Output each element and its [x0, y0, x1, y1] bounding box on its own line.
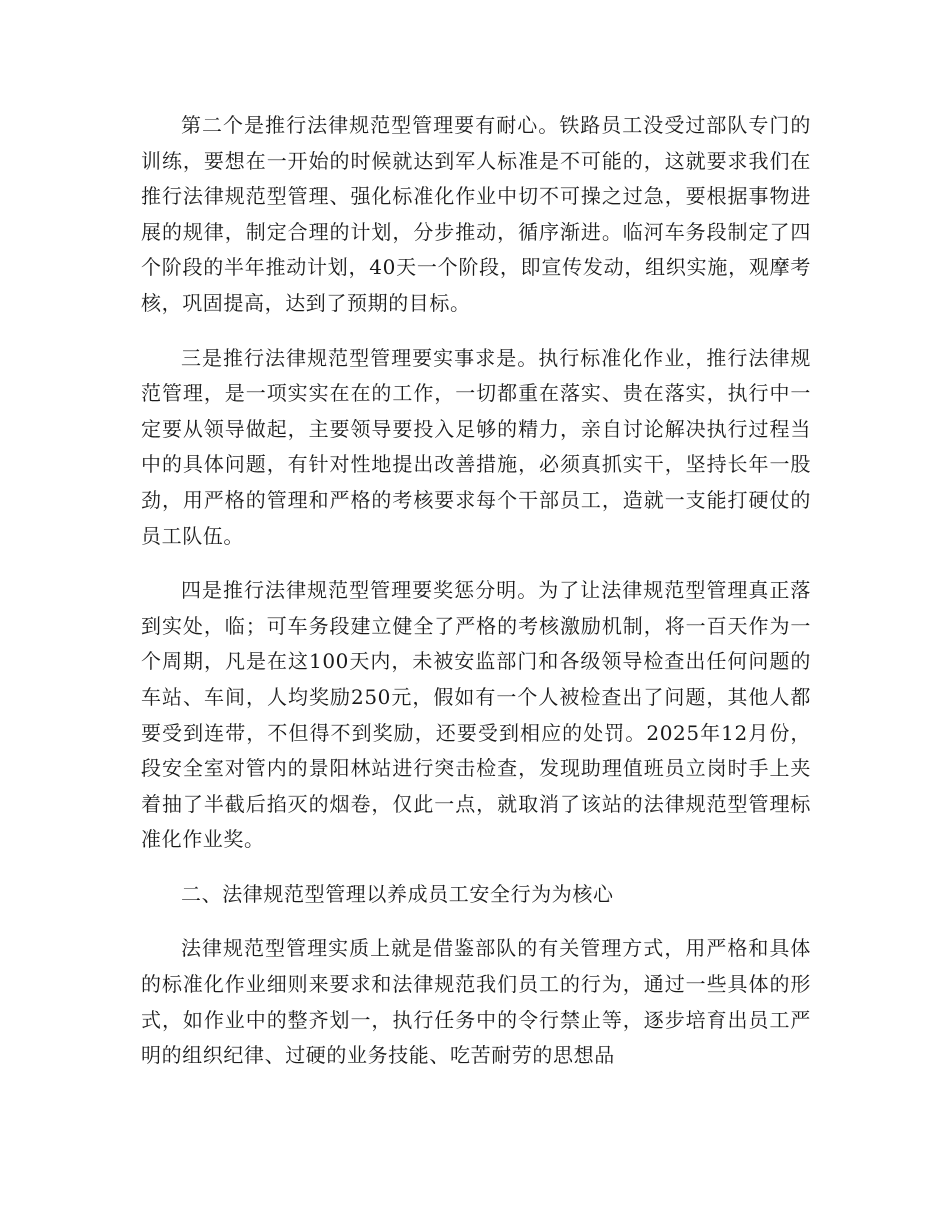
paragraph-rewards: 四是推行法律规范型管理要奖惩分明。为了让法律规范型管理真正落到实处，临；可车务段建立健全了严格的考核激励机制，将一百天作为一个周期，凡是在这100天内，未被安监部门和各级领导检查出任何问题的车站、车间，人均奖励250元，假如有一个人被检查出了问题，其他人都要受到连带，不但得不到奖励，还要受到相应的处罚。2025年12月份，段安全室对管内的景阳林站进行突击检查，发现助理值班员立岗时手上夹着抽了半截后掐灭的烟卷，仅此一点，就取消了该站的法律规范型管理标准化作业奖。	[141, 578, 811, 852]
section-heading: 二、法律规范型管理以养成员工安全行为为核心	[181, 881, 614, 906]
paragraph-practical: 三是推行法律规范型管理要实事求是。执行标准化作业，推行法律规范管理，是一项实实在在的工作，一切都重在落实、贵在落实，执行中一定要从领导做起，主要领导要投入足够的精力，亲自讨论解决执行过程当中的具体问题，有针对性地提出改善措施，必须真抓实干，坚持长年一股劲，用严格的管理和严格的考核要求每个干部员工，造就一支能打硬仗的员工队伍。	[141, 345, 811, 548]
document-body	[141, 108, 811, 1093]
paragraph-patience: 第二个是推行法律规范型管理要有耐心。铁路员工没受过部队专门的训练，要想在一开始的时候就达到军人标准是不可能的，这就要求我们在推行法律规范型管理、强化标准化作业中切不可操之过急，要根据事物进展的规律，制定合理的计划，分步推动，循序渐进。临河车务段制定了四个阶段的半年推动计划，40天一个阶段，即宣传发动，组织实施，观摩考核，巩固提高，达到了预期的目标。	[141, 113, 811, 315]
paragraph-core: 法律规范型管理实质上就是借鉴部队的有关管理方式，用严格和具体的标准化作业细则来要求和法律规范我们员工的行为，通过一些具体的形式，如作业中的整齐划一，执行任务中的令行禁止等，逐步培育出员工严明的组织纪律、过硬的业务技能、吃苦耐劳的思想品	[141, 936, 811, 1068]
